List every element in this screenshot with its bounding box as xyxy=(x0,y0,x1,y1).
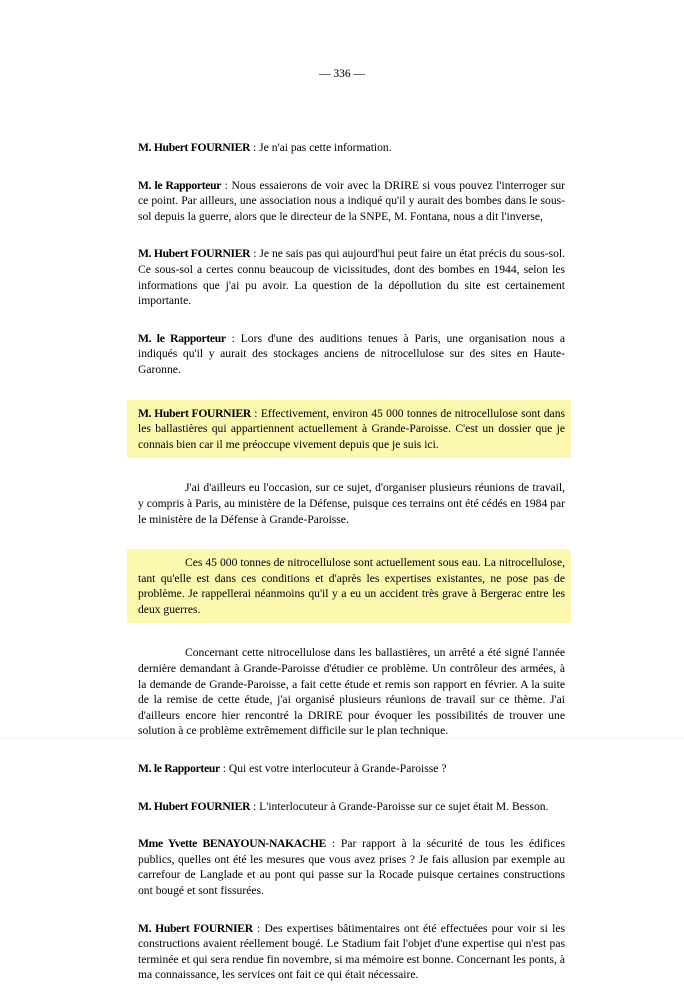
speaker-name: M. Hubert FOURNIER xyxy=(138,247,251,261)
transcript-paragraph xyxy=(138,140,565,156)
speaker-name: M. le Rapporteur xyxy=(138,762,220,776)
paragraph-text: : Par rapport à la sécurité de tous les édifices publics, quelles ont été les mesures que vous avez prises ? Je fais allusion par exemple au carrefour de Langlade et au pont qui passe sur la Rocade puisque certaines constructions ont bougé et sont fissurées. xyxy=(138,837,565,897)
transcript-body xyxy=(138,140,565,1005)
speaker-name: M. le Rapporteur xyxy=(138,178,222,192)
paragraph-text: Concernant cette nitrocellulose dans les ballastières, un arrêté a été signé l'année dernière demandant à Grande-Paroisse d'étudier ce problème. Un contrôleur des armées, à la demande de Grande-Paroisse, a fait cette étude et remis son rapport en février. A la suite de la remise de cette étude, j'ai organisé plusieurs réunions de travail sur ce thème. J'ai d'ailleurs encore hier rencontré la DRIRE pour évoquer les possibilités de trouver une solution à ce problème extrêmement difficile sur le plan technique. xyxy=(138,646,565,738)
paragraph-text: : Nous essaierons de voir avec la DRIRE si vous pouvez l'interroger sur ce point. Par ailleurs, une association nous a indiqué qu'il y aurait des bombes dans le sous-sol depuis la guerre, alors que le directeur de la SNPE, M. Fontana, nous a dit l'inverse, xyxy=(138,178,565,223)
paragraph-text: : Effectivement, environ 45 000 tonnes de nitrocellulose sont dans les ballastières qui appartiennent actuellement à Grande-Paroisse. C'est un dossier que je connais bien car il me préoccupe vivement depuis que je suis ici. xyxy=(138,406,566,451)
speaker-name: M. Hubert FOURNIER xyxy=(138,799,251,813)
highlighted-paragraph xyxy=(127,400,571,459)
paragraph-text: : Des expertises bâtimentaires ont été effectuées pour voir si les constructions avaient réellement bougé. Le Stadium fait l'objet d'une expertise qui n'est pas terminée et qui sera rendue fin novembre, si ma mémoire est bonne. Concernant les ponts, à ma connaissance, les services ont fait ce qui était nécessaire. xyxy=(138,921,565,982)
transcript-paragraph xyxy=(138,921,565,983)
paragraph-text: : Qui est votre interlocuteur à Grande-Paroisse ? xyxy=(219,762,447,776)
transcript-paragraph xyxy=(138,331,565,378)
paragraph-text: J'ai d'ailleurs eu l'occasion, sur ce sujet, d'organiser plusieurs réunions de travail, y compris à Paris, au ministère de la Défense, puisque ces terrains ont été cédés en 1984 par le ministère de la Défense à Grande-Paroisse. xyxy=(138,481,565,526)
paragraph-text: : Je ne sais pas qui aujourd'hui peut faire un état précis du sous-sol. Ce sous-sol a certes connu beaucoup de vicissitudes, dont des bombes en 1944, selon les informations que j'ai pu avoir. La question de la dépollution du site est certainement importante. xyxy=(138,247,566,308)
speaker-name: Mme Yvette BENAYOUN-NAKACHE xyxy=(138,837,327,851)
transcript-paragraph xyxy=(138,799,565,815)
paragraph-text: : L'interlocuteur à Grande-Paroisse sur ce sujet était M. Besson. xyxy=(250,799,549,813)
transcript-paragraph xyxy=(138,246,565,308)
speaker-name: M. Hubert FOURNIER xyxy=(138,141,251,154)
transcript-paragraph xyxy=(138,178,565,225)
page-number: — 336 — xyxy=(319,68,365,80)
speaker-name: M. le Rapporteur xyxy=(138,331,226,345)
paragraph-text: Ces 45 000 tonnes de nitrocellulose sont actuellement sous eau. La nitrocellulose, tant qu'elle est dans ces conditions et d'après les expertises existantes, ne pose pas de problème. Je rappellerai néanmoins qu'il y a eu un accident très grave à Bergerac entre les deux guerres. xyxy=(138,556,565,616)
speaker-name: M. Hubert FOURNIER xyxy=(138,406,251,420)
speaker-name: M. Hubert FOURNIER xyxy=(138,921,253,935)
transcript-paragraph xyxy=(138,480,565,527)
paragraph-text: : Lors d'une des auditions tenues à Paris, une organisation nous a indiqués qu'il y aurait des stockages anciens de nitrocellulose sur des sites en Haute-Garonne. xyxy=(138,331,565,376)
paragraph-text: : Je n'ai pas cette information. xyxy=(250,141,392,154)
transcript-paragraph xyxy=(138,761,565,777)
transcript-paragraph xyxy=(138,836,565,898)
highlighted-paragraph xyxy=(127,549,571,623)
transcript-paragraph xyxy=(138,645,565,739)
